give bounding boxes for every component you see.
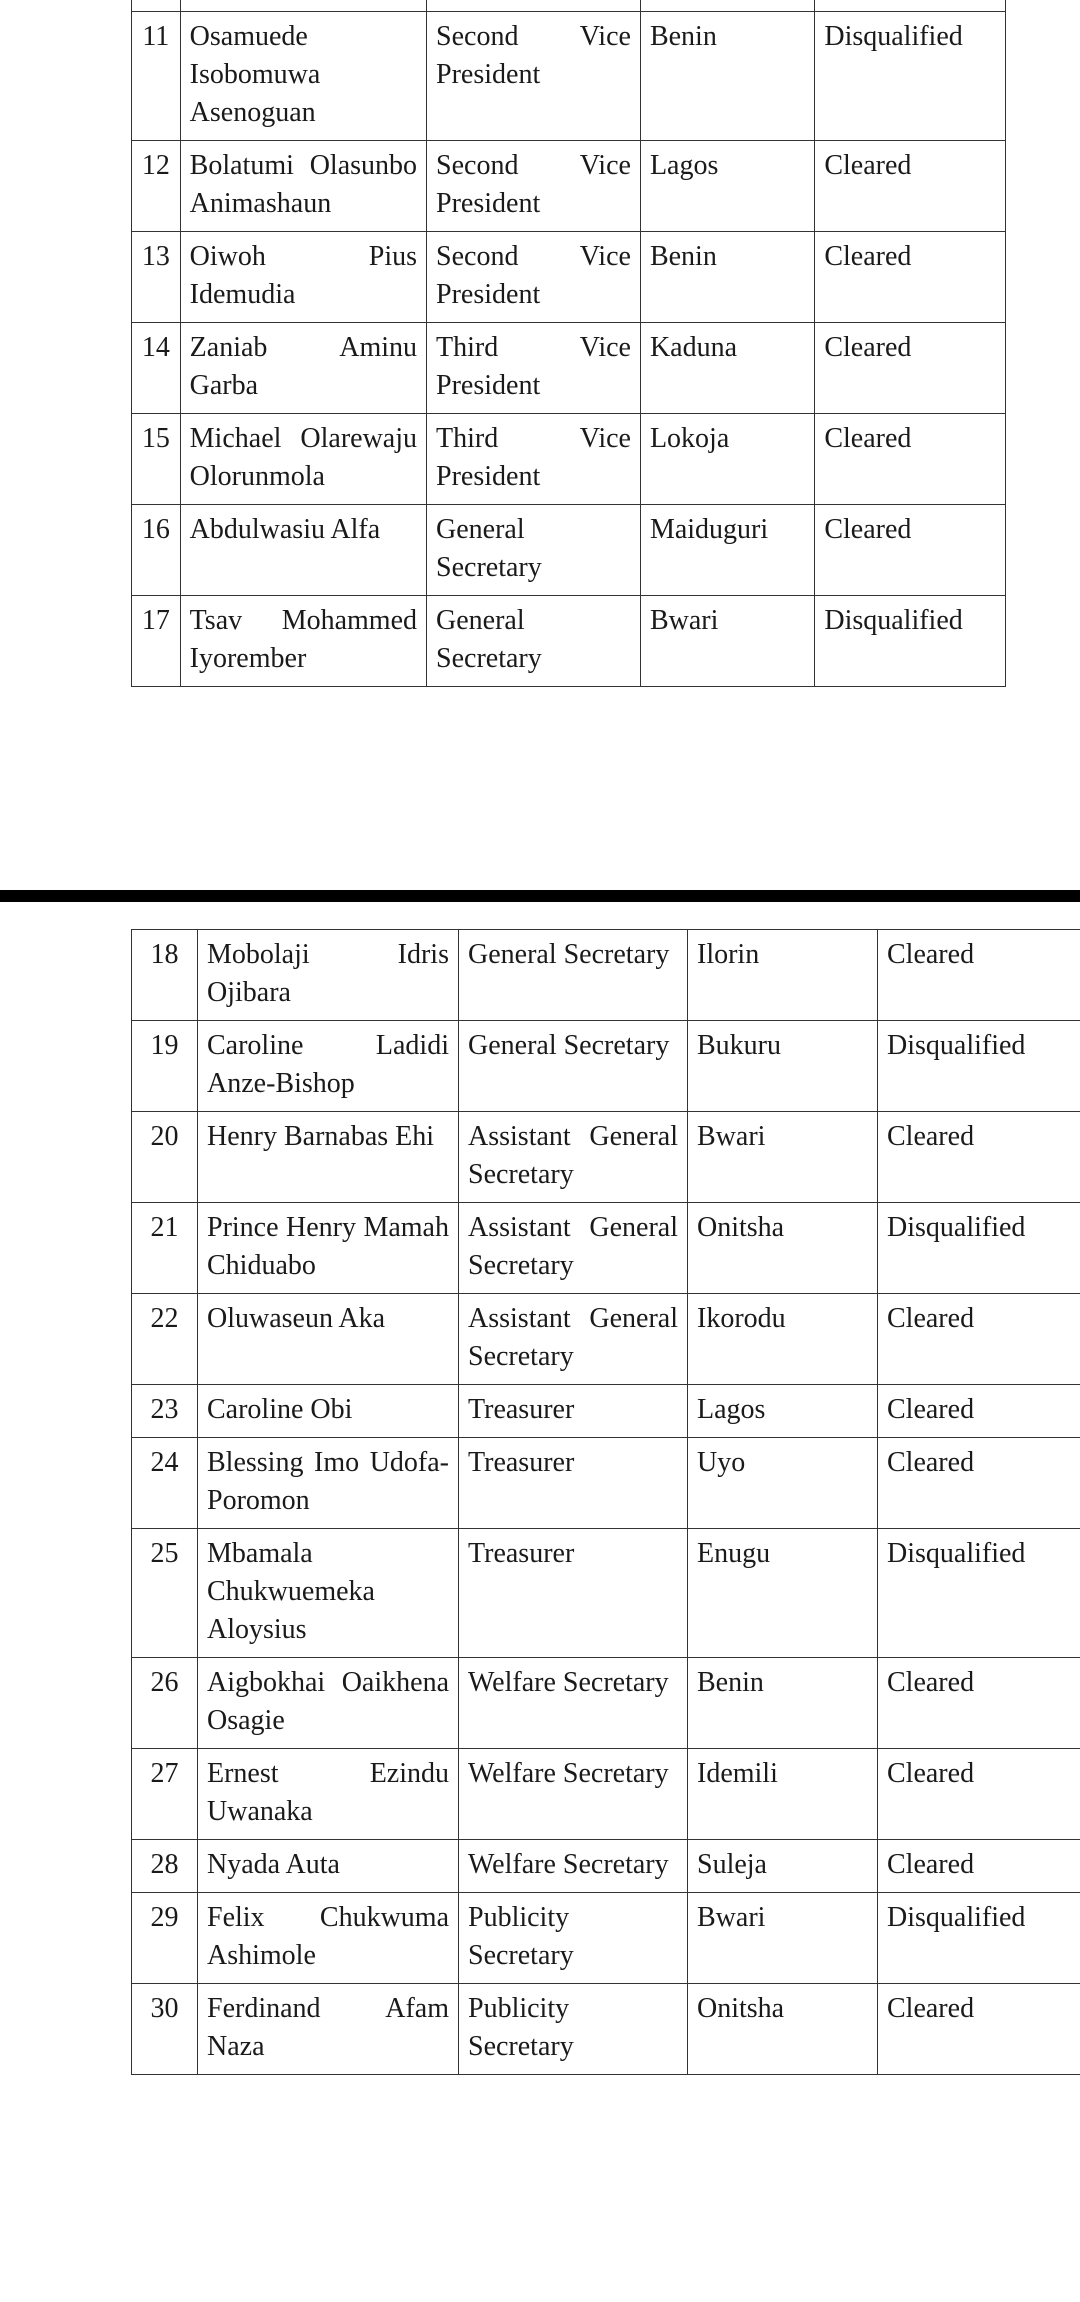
candidate-number: 24 [132,1438,198,1529]
candidate-number: 15 [132,414,181,505]
table-row [132,1840,1080,1893]
table-row [132,414,1006,505]
candidate-location: Lagos [688,1385,878,1438]
candidate-status [815,0,1006,12]
candidate-position: Third Vice President [427,323,641,414]
candidate-name: Michael Olarewaju Olorunmola [180,414,426,505]
candidate-number: 17 [132,596,181,687]
candidate-location: Benin [640,232,814,323]
candidate-status: Cleared [815,414,1006,505]
candidate-status: Cleared [878,1438,1080,1529]
candidate-name: Mbamala Chukwuemeka Aloysius [198,1529,459,1658]
candidate-number: 19 [132,1021,198,1112]
candidate-status: Cleared [878,1294,1080,1385]
candidate-name: Henry Barnabas Ehi [198,1112,459,1203]
candidate-location: Ikorodu [688,1294,878,1385]
candidate-location: Suleja [688,1840,878,1893]
candidate-location: Bukuru [688,1021,878,1112]
candidate-location: Idemili [688,1749,878,1840]
candidate-number: 25 [132,1529,198,1658]
candidate-position: General Secretary [459,930,688,1021]
candidate-status: Cleared [815,505,1006,596]
candidates-table-body [132,0,1006,687]
candidate-status: Disqualified [878,1529,1080,1658]
candidate-status: Cleared [878,930,1080,1021]
candidate-number: 11 [132,12,181,141]
candidate-number: 29 [132,1893,198,1984]
candidate-name: Prince Henry Mamah Chiduabo [198,1203,459,1294]
table-row [132,12,1006,141]
table-row [132,1893,1080,1984]
candidate-status: Disqualified [815,596,1006,687]
candidate-location: Kaduna [640,323,814,414]
candidate-name [180,0,426,12]
table-row [132,232,1006,323]
candidate-position: General Secretary [427,596,641,687]
table-row [132,1658,1080,1749]
candidate-position: Assistant General Secretary [459,1203,688,1294]
candidate-number: 12 [132,141,181,232]
candidate-location: Ilorin [688,930,878,1021]
table-row [132,1984,1080,2075]
table-row [132,1438,1080,1529]
candidate-name: Tsav Mohammed Iyorember [180,596,426,687]
candidate-location: Benin [688,1658,878,1749]
candidate-number: 30 [132,1984,198,2075]
candidate-name: Bolatumi Olasunbo Animashaun [180,141,426,232]
candidate-name: Felix Chukwuma Ashimole [198,1893,459,1984]
table-row [132,1112,1080,1203]
candidate-number: 16 [132,505,181,596]
page-separator [0,890,1080,902]
candidate-number: 13 [132,232,181,323]
table-row [132,505,1006,596]
candidate-position: Assistant General Secretary [459,1112,688,1203]
candidate-position: Treasurer [459,1529,688,1658]
candidate-name: Nyada Auta [198,1840,459,1893]
candidate-status: Cleared [878,1112,1080,1203]
candidate-status: Cleared [878,1984,1080,2075]
table-row [132,1385,1080,1438]
candidate-position: Second Vice President [427,141,641,232]
candidate-number: 26 [132,1658,198,1749]
candidate-position: Welfare Secretary [459,1840,688,1893]
table-row [132,930,1080,1021]
table-row [132,1294,1080,1385]
candidate-number [132,0,181,12]
table-row [132,1749,1080,1840]
candidate-number: 14 [132,323,181,414]
candidate-status: Cleared [815,323,1006,414]
table-row [132,141,1006,232]
candidate-location: Lokoja [640,414,814,505]
candidate-number: 27 [132,1749,198,1840]
candidate-status: Cleared [878,1385,1080,1438]
candidate-position: Treasurer [459,1438,688,1529]
candidate-location: Onitsha [688,1984,878,2075]
candidate-number: 18 [132,930,198,1021]
table-row [132,1529,1080,1658]
candidate-number: 20 [132,1112,198,1203]
candidate-status: Cleared [878,1658,1080,1749]
candidate-status: Cleared [878,1749,1080,1840]
candidate-position: Second Vice President [427,232,641,323]
candidate-name: Aigbokhai Oaikhena Osagie [198,1658,459,1749]
candidate-number: 21 [132,1203,198,1294]
candidate-location: Uyo [688,1438,878,1529]
candidate-name: Oluwaseun Aka [198,1294,459,1385]
table-row [132,596,1006,687]
candidates-table [131,929,1080,2075]
candidate-status: Cleared [815,141,1006,232]
candidate-status: Disqualified [878,1021,1080,1112]
candidate-name: Osamuede Isobomuwa Asenoguan [180,12,426,141]
candidate-number: 22 [132,1294,198,1385]
document-page-top [0,0,1080,890]
candidate-position: Third Vice President [427,414,641,505]
candidate-name: Abdulwasiu Alfa [180,505,426,596]
candidate-location [640,0,814,12]
candidate-position: Welfare Secretary [459,1749,688,1840]
candidate-name: Ernest Ezindu Uwanaka [198,1749,459,1840]
candidate-location: Benin [640,12,814,141]
candidate-status: Disqualified [878,1893,1080,1984]
table-row [132,0,1006,12]
candidate-position: Publicity Secretary [459,1984,688,2075]
candidates-table-continued [131,0,1006,687]
candidate-name: Oiwoh Pius Idemudia [180,232,426,323]
candidate-location: Maiduguri [640,505,814,596]
candidate-status: Cleared [878,1840,1080,1893]
candidate-position: General Secretary [459,1021,688,1112]
table-row [132,323,1006,414]
table-row [132,1203,1080,1294]
candidate-location: Bwari [688,1112,878,1203]
candidates-table-body [132,930,1080,2075]
candidate-status: Disqualified [815,12,1006,141]
candidate-name: Ferdinand Afam Naza [198,1984,459,2075]
candidate-position: Welfare Secretary [459,1658,688,1749]
candidate-position: General Secretary [427,505,641,596]
document-page-bottom [0,902,1080,2302]
candidate-position: Second Vice President [427,12,641,141]
candidate-location: Enugu [688,1529,878,1658]
candidate-location: Onitsha [688,1203,878,1294]
candidate-name: Mobolaji Idris Ojibara [198,930,459,1021]
candidate-location: Bwari [640,596,814,687]
candidate-status: Disqualified [878,1203,1080,1294]
candidate-number: 28 [132,1840,198,1893]
candidate-name: Caroline Ladidi Anze-Bishop [198,1021,459,1112]
candidate-number: 23 [132,1385,198,1438]
table-row [132,1021,1080,1112]
candidate-position: Treasurer [459,1385,688,1438]
candidate-location: Bwari [688,1893,878,1984]
candidate-name: Caroline Obi [198,1385,459,1438]
candidate-position: Assistant General Secretary [459,1294,688,1385]
candidate-position: Publicity Secretary [459,1893,688,1984]
candidate-name: Blessing Imo Udofa-Poromon [198,1438,459,1529]
candidate-status: Cleared [815,232,1006,323]
candidate-name: Zaniab Aminu Garba [180,323,426,414]
candidate-position [427,0,641,12]
candidate-location: Lagos [640,141,814,232]
